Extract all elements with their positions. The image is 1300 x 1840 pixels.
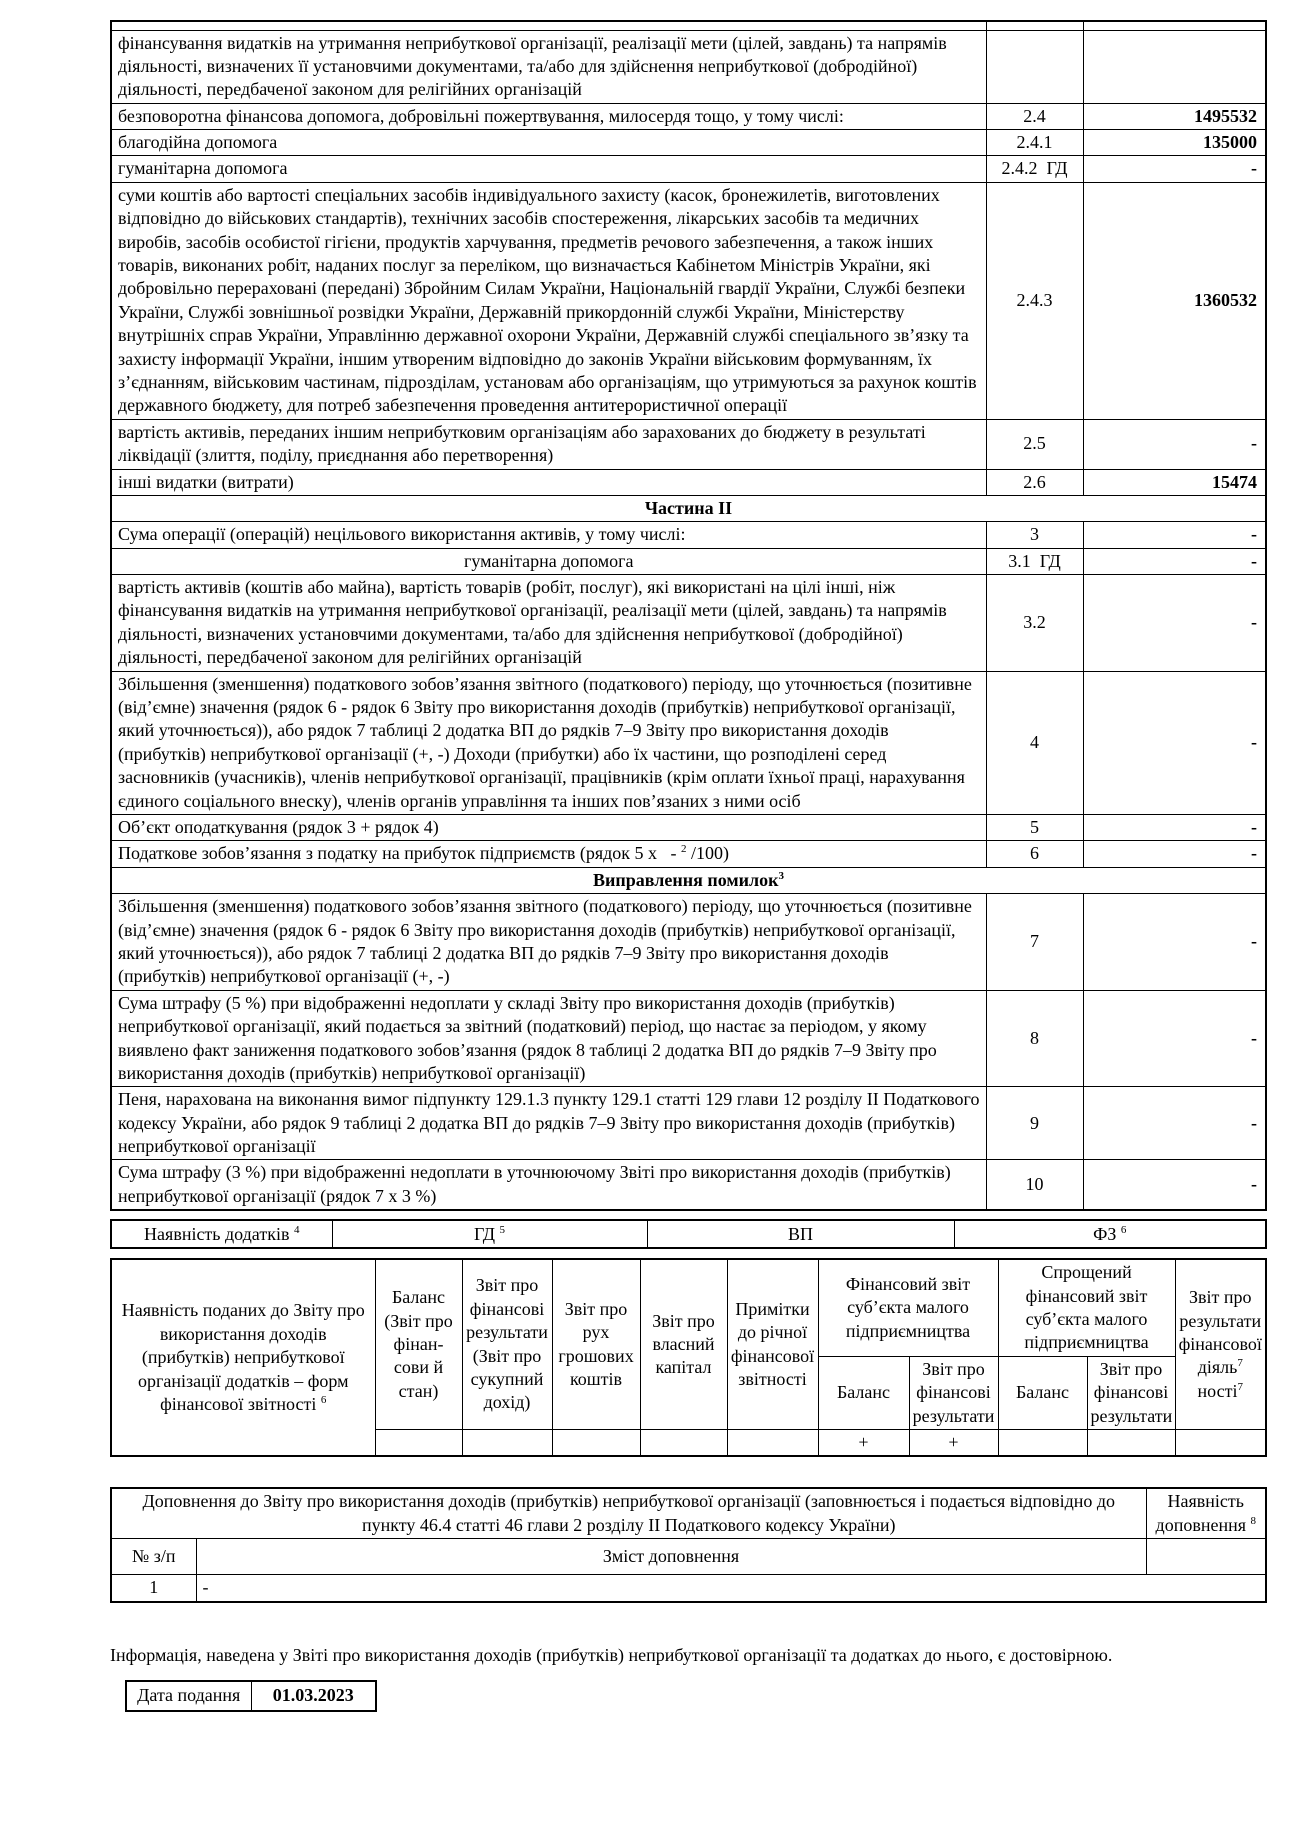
fin-col-finresults: Звіт про фінансові результати (Звіт про сукупний дохід): [462, 1259, 552, 1429]
section-header-label: Виправлення помилок: [593, 869, 779, 890]
table-row: [111, 419, 1266, 469]
table-row: [111, 1160, 1266, 1210]
submission-date-value: 01.03.2023: [251, 1681, 376, 1711]
table-row: [111, 548, 1266, 574]
supplement-row-number: 1: [111, 1575, 196, 1602]
attachment-gd: ГД: [473, 1223, 496, 1244]
supplement-table: [110, 1487, 1267, 1602]
accuracy-statement: Інформація, наведена у Звіті про використання доходів (прибутків) неприбуткової організації та додатках до нього, є достовірною.: [110, 1644, 1113, 1665]
table-row: [111, 894, 1266, 991]
fin-col-results-line2: ності: [1197, 1380, 1238, 1401]
financial-forms-table: [110, 1258, 1267, 1457]
row-code: 5: [986, 815, 1083, 841]
row-code: 6: [986, 841, 1083, 867]
attachments-label: Наявність додатків: [144, 1223, 290, 1244]
fin-col-equity: Звіт про власний капітал: [640, 1259, 727, 1429]
table-row: [111, 522, 1266, 548]
row-value: -: [1083, 548, 1266, 574]
section-header-row: [111, 867, 1266, 893]
footnote-ref-4: 4: [293, 1223, 300, 1236]
row-value: -: [1083, 156, 1266, 182]
row-description: вартість активів (коштів або майна), вартість товарів (робіт, послуг), які використані на цілі інші, ніж фінансування видатків на утримання неприбуткової організації, реалізації мети (цілей, завдань) та напрямів діяльності, визначених установчими документами, та/або для здійснення неприбуткової (добродійної) діяльності, передбаченої законом для релігійних організацій: [111, 575, 986, 672]
row-code: 2.4: [986, 103, 1083, 129]
cut-off-cell: [1083, 21, 1266, 30]
row-value: -: [1083, 990, 1266, 1087]
fin-value-balance: [375, 1429, 462, 1456]
table-row: [111, 469, 1266, 495]
fin-value-finresults: [462, 1429, 552, 1456]
row-value: -: [1083, 815, 1266, 841]
row-code: 3.2: [986, 575, 1083, 672]
section-header-corrections: [111, 867, 1266, 893]
table-row: [111, 815, 1266, 841]
supplement-row-content: -: [196, 1575, 1266, 1602]
footnote-ref-3: 3: [778, 869, 784, 882]
row-description: інші видатки (витрати): [111, 469, 986, 495]
row-code: 3.1 ГД: [986, 548, 1083, 574]
supplement-content-header: Зміст доповнення: [196, 1539, 1146, 1575]
fin-col-results-line1: Звіт про результати фінансової діяль: [1178, 1287, 1262, 1378]
row-code: 2.6: [986, 469, 1083, 495]
attachments-row: [111, 1220, 1266, 1248]
fin-value-equity: [640, 1429, 727, 1456]
row-code: [986, 30, 1083, 103]
table-row: [111, 130, 1266, 156]
row-value: -: [1083, 575, 1266, 672]
row-description: гуманітарна допомога: [111, 156, 986, 182]
table-row: [111, 103, 1266, 129]
fin-col-balance: Баланс (Звіт про фінан-сови й стан): [375, 1259, 462, 1429]
table-row: [111, 182, 1266, 419]
cut-off-cell: [111, 21, 986, 30]
footnote-ref-8: 8: [1250, 1514, 1256, 1527]
table-row: [111, 575, 1266, 672]
table-row: [111, 1087, 1266, 1160]
footnote-ref-2: 2: [681, 843, 687, 856]
row-value: [1083, 30, 1266, 103]
submission-date-row: [126, 1681, 376, 1711]
attachment-gd-cell: [332, 1220, 647, 1248]
supplement-num-header: № з/п: [111, 1539, 196, 1575]
attachments-table: [110, 1219, 1267, 1249]
row-description: Збільшення (зменшення) податкового зобов’язання звітного (податкового) періоду, що уточнюється (позитивне (від’ємне) значення (рядок 6 - рядок 6 Звіту про використання доходів (прибутків) неприбуткової організації, який уточнюється)), або рядок 7 таблиці 2 додатка ВП до рядків 7–9 Звіту про використання доходів (прибутків) неприбуткової організації (+, -) Доходи (прибутки) або їх частини, що розподілені серед засновників (учасників), членів неприбуткової організації, працівників (крім оплати їхньої праці, нарахування єдиного соціального внеску), членів органів управління та інших пов’язаних з ними осіб: [111, 671, 986, 814]
attachment-fz: ФЗ: [1093, 1223, 1117, 1244]
row-description: благодійна допомога: [111, 130, 986, 156]
attachments-label-cell: [111, 1220, 332, 1248]
table-row: [111, 841, 1266, 867]
row-code: 2.4.3: [986, 182, 1083, 419]
supplement-presence-value: [1146, 1539, 1266, 1575]
row-code: 2.4.1: [986, 130, 1083, 156]
row-value: -: [1083, 1087, 1266, 1160]
fin-col-forms-presence: [111, 1259, 375, 1456]
fin-value-cashflow: [552, 1429, 640, 1456]
fin-value-notes: [727, 1429, 818, 1456]
supplement-presence-cell: [1146, 1488, 1266, 1538]
row-value: -: [1083, 419, 1266, 469]
row-value: 135000: [1083, 130, 1266, 156]
fin-col-notes: Примітки до річної фінансової звітності: [727, 1259, 818, 1429]
row-description: Сума штрафу (5 %) при відображенні недоплати у складі Звіту про використання доходів (прибутків) неприбуткової організації, який подається за звітний (податковий) період, що настає за періодом, у якому виявлено факт заниження податкового зобов’язання (рядок 8 таблиці 2 додатка ВП до рядків 7–9 Звіту про використання доходів (прибутків) неприбуткової організації): [111, 990, 986, 1087]
row-value: -: [1083, 894, 1266, 991]
row-code: 4: [986, 671, 1083, 814]
row-description: Пеня, нарахована на виконання вимог підпункту 129.1.3 пункту 129.1 статті 129 глави 12 розділу II Податкового кодексу України, або рядок 9 таблиці 2 додатка ВП до рядків 7–9 Звіту про використання доходів (прибутків) неприбуткової організації: [111, 1087, 986, 1160]
fin-value-small-finresults: +: [909, 1429, 998, 1456]
section-header-part2: Частина II: [111, 495, 1266, 521]
row-code: 2.5: [986, 419, 1083, 469]
fin-value-results: [1175, 1429, 1266, 1456]
table-row: [111, 156, 1266, 182]
fin-group-simplified: Спрощений фінансовий звіт суб’єкта малого підприємництва: [998, 1259, 1175, 1356]
table-row: [111, 671, 1266, 814]
row-value: -: [1083, 671, 1266, 814]
table-row: [111, 990, 1266, 1087]
fin-col-cashflow: Звіт про рух грошових коштів: [552, 1259, 640, 1429]
cut-off-cell: [986, 21, 1083, 30]
attachment-vp-cell: [647, 1220, 954, 1248]
row-text: Податкове зобов’язання з податку на прибуток підприємств (рядок 5 х -: [118, 843, 682, 864]
table-row: [111, 30, 1266, 103]
fin-value-simplified-finresults: [1087, 1429, 1175, 1456]
section-header-row: [111, 495, 1266, 521]
row-value: 1495532: [1083, 103, 1266, 129]
row-description: Сума штрафу (3 %) при відображенні недоплати в уточнюючому Звіті про використання доходів (прибутків) неприбуткової організації (рядок 7 х 3 %): [111, 1160, 986, 1210]
footnote-ref-5: 5: [499, 1223, 506, 1236]
fin-header-row: [111, 1259, 1266, 1356]
row-value: 1360532: [1083, 182, 1266, 419]
footnote-ref-7: 7: [1237, 1357, 1243, 1370]
fin-value-simplified-balance: [998, 1429, 1087, 1456]
row-code: 9: [986, 1087, 1083, 1160]
row-value: 15474: [1083, 469, 1266, 495]
footnote-ref-7: 7: [1237, 1380, 1243, 1393]
row-value: -: [1083, 1160, 1266, 1210]
attachment-vp: ВП: [787, 1223, 813, 1244]
supplement-value-row: [111, 1575, 1266, 1602]
row-code: 2.4.2 ГД: [986, 156, 1083, 182]
main-table: [110, 20, 1267, 1211]
footnote-ref-6: 6: [1120, 1223, 1127, 1236]
row-value: -: [1083, 522, 1266, 548]
submission-date-table: [125, 1680, 377, 1712]
attachment-fz-cell: [954, 1220, 1266, 1248]
row-description: [111, 841, 986, 867]
row-code: 7: [986, 894, 1083, 991]
footnote-ref-6: 6: [320, 1393, 327, 1406]
row-description: гуманітарна допомога: [111, 548, 986, 574]
supplement-header-row: [111, 1488, 1266, 1538]
row-text: /100): [686, 843, 730, 864]
fin-col-forms-presence-label: Наявність поданих до Звіту про використання доходів (прибутків) неприбуткової організації додатків – форм фінансової звітності: [121, 1300, 365, 1414]
row-description: суми коштів або вартості спеціальних засобів індивідуального захисту (касок, бронежилетів, виготовлених відповідно до військових стандартів), технічних засобів спостереження, лікарських засобів та медичних виробів, засобів особистої гігієни, продуктів харчування, предметів речового забезпечення, а також інших товарів, виконаних робіт, наданих послуг за переліком, що визначається Кабінетом Міністрів України, які добровільно перераховані (передані) Збройним Силам України, Національній гвардії України, Службі безпеки України, Службі зовнішньої розвідки України, Державній прикордонній службі України, Міністерству внутрішніх справ України, Управлінню державної охорони України, Державній службі спеціального зв’язку та захисту інформації України, іншим утвореним відповідно до законів України військовим формуванням, їх з’єднанням, військовим частинам, підрозділам, установам або організаціям, що утримуються за рахунок коштів державного бюджету, для потреб забезпечення проведення антитерористичної операції: [111, 182, 986, 419]
row-description: фінансування видатків на утримання неприбуткової організації, реалізації мети (цілей, завдань) та напрямів діяльності, визначених її установчими документами, та/або для здійснення неприбуткової (добродійної) діяльності, передбаченої законом для релігійних організацій: [111, 30, 986, 103]
row-code: 10: [986, 1160, 1083, 1210]
submission-date-label: Дата подання: [126, 1681, 251, 1711]
row-code: 3: [986, 522, 1083, 548]
fin-sub-balance-small: Баланс: [818, 1356, 909, 1429]
supplement-header: Доповнення до Звіту про використання доходів (прибутків) неприбуткової організації (заповнюється і подається відповідно до пункту 46.4 статті 46 глави 2 розділу II Податкового кодексу України): [111, 1488, 1146, 1538]
row-code: 8: [986, 990, 1083, 1087]
row-description: вартість активів, переданих іншим неприбутковим організаціям або зарахованих до бюджету в результаті ліквідації (злиття, поділу, приєднання або перетворення): [111, 419, 986, 469]
fin-sub-balance-simplified: Баланс: [998, 1356, 1087, 1429]
fin-sub-finresults-small: Звіт про фінансові результати: [909, 1356, 998, 1429]
cut-off-row: [111, 21, 1266, 30]
row-description: Збільшення (зменшення) податкового зобов’язання звітного (податкового) періоду, що уточнюється (позитивне (від’ємне) значення (рядок 6 - рядок 6 Звіту про використання доходів (прибутків) неприбуткової організації, який уточнюється)), або рядок 7 таблиці 2 додатка ВП до рядків 7–9 Звіту про використання доходів (прибутків) неприбуткової організації (+, -): [111, 894, 986, 991]
row-value: -: [1083, 841, 1266, 867]
fin-group-small-business: Фінансовий звіт суб’єкта малого підприємництва: [818, 1259, 998, 1356]
row-description: безповоротна фінансова допомога, добровільні пожертвування, милосердя тощо, у тому числі:: [111, 103, 986, 129]
fin-sub-finresults-simplified: Звіт про фінансові результати: [1087, 1356, 1175, 1429]
fin-col-results: [1175, 1259, 1266, 1429]
row-description: Сума операції (операцій) нецільового використання активів, у тому числі:: [111, 522, 986, 548]
row-description: Об’єкт оподаткування (рядок 3 + рядок 4): [111, 815, 986, 841]
supplement-presence-label: Наявність доповнення: [1155, 1491, 1246, 1535]
supplement-subheader-row: [111, 1539, 1266, 1575]
fin-value-small-balance: +: [818, 1429, 909, 1456]
